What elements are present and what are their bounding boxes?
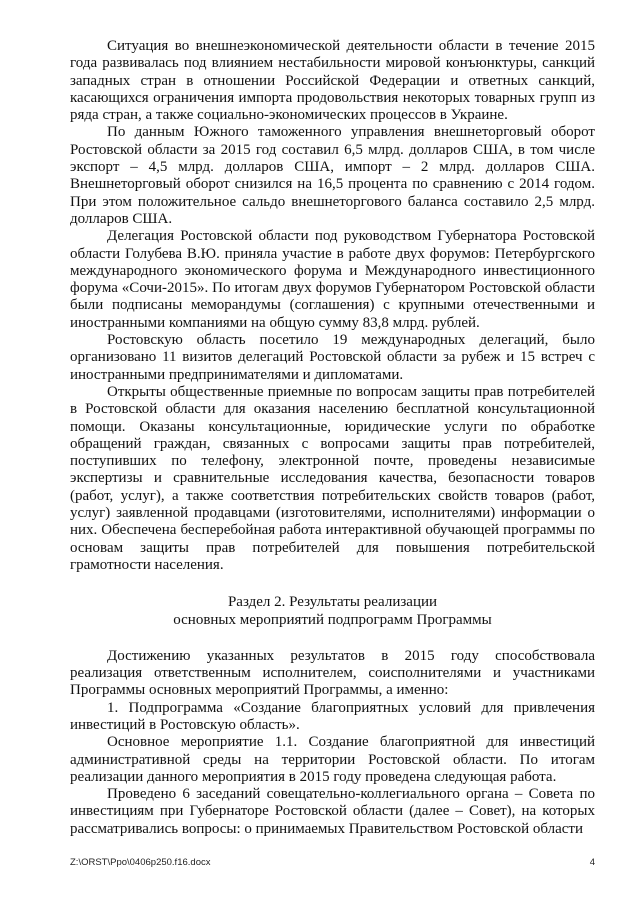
paragraph-international-delegations: Ростовскую область посетило 19 международных делегаций, было организовано 11 визитов делегаций Ростовской области за рубеж и 15 встреч с иностранными предпринимателями и дипломатами. <box>70 332 595 383</box>
paragraph-investment-council: Проведено 6 заседаний совещательно-коллегиального органа – Совета по инвестициям при Губернаторе Ростовской области (далее – Совет), на которых рассматривались вопросы: о принимаемых Правительством Ростовской области <box>70 786 595 837</box>
document-body <box>70 38 595 838</box>
paragraph-delegation-forums: Делегация Ростовской области под руководством Губернатора Ростовской области Голубева В.Ю. приняла участие в работе двух форумов: Петербургского международного экономического форума и Международного инвестиционного форума «Сочи-2015». По итогам двух форумов Губернатором Ростовской области были подписаны меморандумы (соглашения) с крупными отечественными и иностранными компаниями на общую сумму 83,8 млрд. рублей. <box>70 228 595 331</box>
section-heading <box>70 594 595 629</box>
paragraph-main-activity-1-1: Основное мероприятие 1.1. Создание благоприятной для инвестиций административной среды на территории Ростовской области. По итогам реализации данного мероприятия в 2015 году проведена следующая работа. <box>70 734 595 785</box>
page-number: 4 <box>589 857 595 868</box>
paragraph-consumer-protection: Открыты общественные приемные по вопросам защиты прав потребителей в Ростовской области для оказания населению бесплатной консультационной помощи. Оказаны консультационные, юридические услуги по обработке обращений граждан, связанных с вопросами защиты прав потребителей, поступивших по телефону, электронной почте, проведены независимые экспертизы и сравнительные исследования качества, безопасности товаров (работ, услуг), а также соответствия потребительских свойств товаров (работ, услуг) заявленной продавцами (изготовителями, исполнителями) информации о них. Обеспечена бесперебойная работа интерактивной обучающей программы по основам защиты прав потребителей для повышения потребительской грамотности населения. <box>70 383 595 573</box>
paragraph-subprogram-1: 1. Подпрограмма «Создание благоприятных условий для привлечения инвестиций в Ростовскую область». <box>70 699 595 733</box>
paragraph-results-intro: Достижению указанных результатов в 2015 году способствовала реализация ответственным исполнителем, соисполнителями и участниками Программы основных мероприятий Программы, а именно: <box>70 647 595 699</box>
paragraph-foreign-trade-turnover: По данным Южного таможенного управления внешнеторговый оборот Ростовской области за 2015 год составил 6,5 млрд. долларов США, в том числе экспорт – 4,5 млрд. долларов США, импорт – 2 млрд. долларов США. Внешнеторговый оборот снизился на 16,5 процента по сравнению с 2014 годом. При этом положительное сальдо внешнеторгового баланса составило 2,5 млрд. долларов США. <box>70 124 595 227</box>
section-heading-line-2: основных мероприятий подпрограмм Программы <box>173 611 492 628</box>
footer-file-path: Z:\ORST\Ppo\0406p250.f16.docx <box>70 857 211 868</box>
section-heading-line-1: Раздел 2. Результаты реализации <box>227 594 438 611</box>
paragraph-foreign-economic-situation: Ситуация во внешнеэкономической деятельности области в течение 2015 года развивалась под влиянием нестабильности мировой конъюнктуры, санкций западных стран в отношении Российской Федерации и ответных санкций, касающихся ограничения импорта продовольствия некоторых товарных групп из ряда стран, а также социально-экономических процессов в Украине. <box>70 38 595 124</box>
